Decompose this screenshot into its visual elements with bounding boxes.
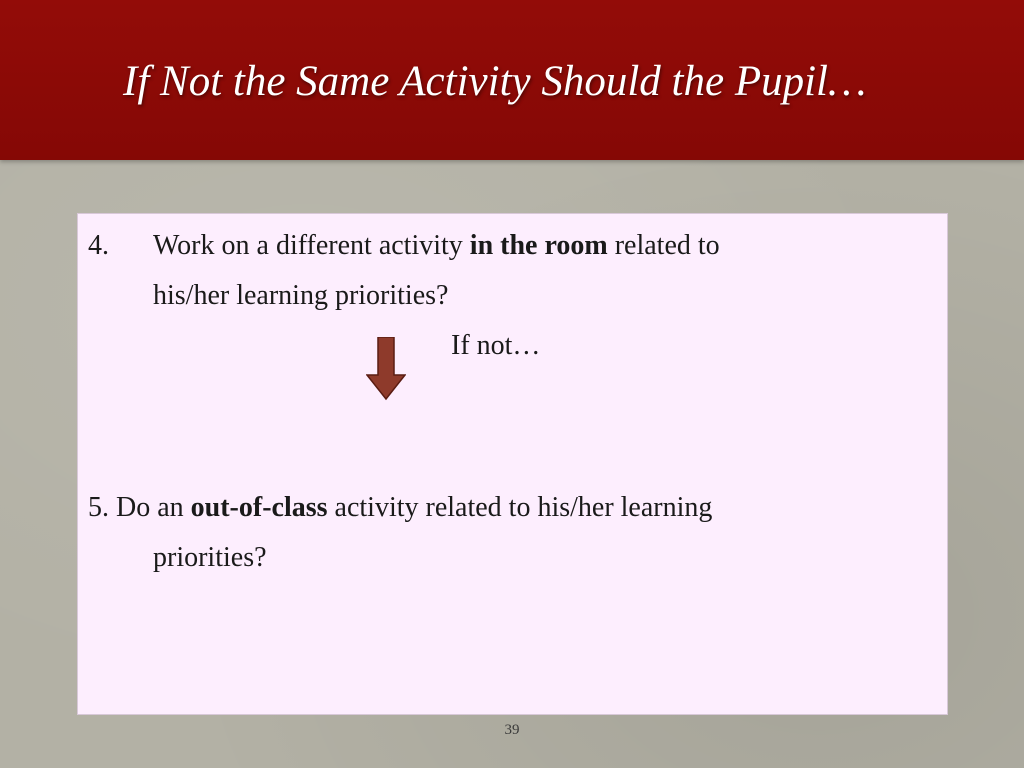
- page-number: 39: [504, 722, 520, 738]
- down-arrow-icon: [366, 337, 406, 401]
- item-4-number: 4.: [88, 230, 109, 261]
- item-4-line-1: [153, 226, 720, 266]
- item-5-bold: out-of-class: [190, 492, 328, 523]
- content-box: [77, 213, 948, 715]
- item-4-line-2: his/her learning priorities?: [153, 280, 449, 311]
- item-5-line-2: priorities?: [153, 542, 267, 573]
- item-5-text-after: activity related to his/her learning: [327, 492, 713, 523]
- item-4-bold: in the room: [469, 230, 608, 261]
- if-not-text: If not…: [451, 330, 541, 361]
- item-4-text-before: Work on a different activity: [153, 230, 470, 261]
- item-5-line-1: [88, 488, 712, 528]
- title-bar: [0, 0, 1024, 160]
- item-4-text-after: related to: [607, 230, 720, 261]
- item-5-prefix: 5. Do an: [88, 492, 191, 523]
- slide-title: If Not the Same Activity Should the Pupil…: [123, 58, 867, 105]
